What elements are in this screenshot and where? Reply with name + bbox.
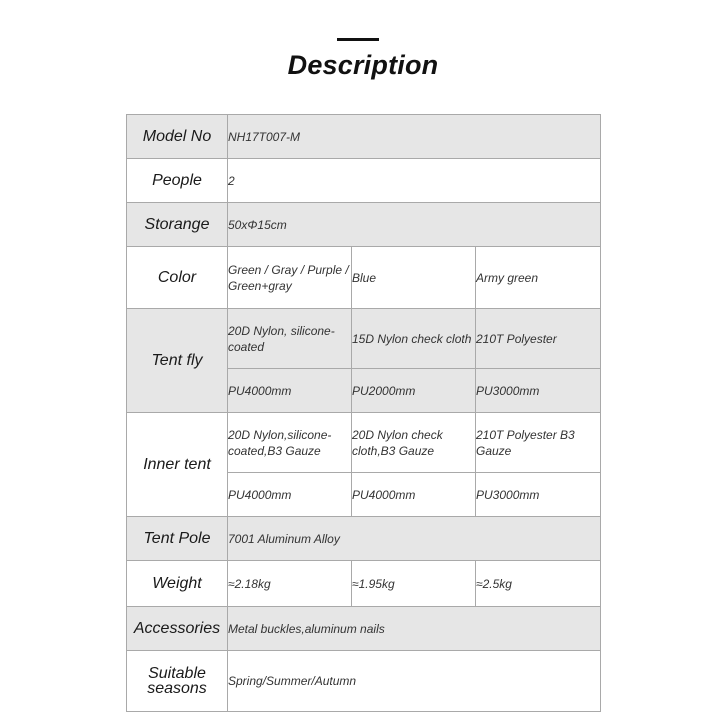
tent-fly-rating-2: PU2000mm xyxy=(352,369,476,413)
tent-fly-rating-1: PU4000mm xyxy=(228,369,352,413)
row-tent-pole xyxy=(127,517,601,561)
inner-tent-rating-2: PU4000mm xyxy=(352,473,476,517)
inner-tent-label: Inner tent xyxy=(127,413,228,517)
weight-label: Weight xyxy=(127,561,228,607)
row-storage xyxy=(127,203,601,247)
row-seasons xyxy=(127,651,601,712)
row-people xyxy=(127,159,601,203)
seasons-value: Spring/Summer/Autumn xyxy=(228,651,601,712)
page-title: Description xyxy=(287,50,439,80)
spec-table xyxy=(126,114,601,712)
people-label: People xyxy=(127,159,228,203)
storage-value: 50xΦ15cm xyxy=(228,203,601,247)
weight-value-1: ≈2.18kg xyxy=(228,561,352,607)
tent-fly-label: Tent fly xyxy=(127,309,228,413)
row-accessories xyxy=(127,607,601,651)
inner-tent-material-1: 20D Nylon,silicone-coated,B3 Gauze xyxy=(228,413,352,473)
model-no-label: Model No xyxy=(127,115,228,159)
tent-fly-material-3: 210T Polyester xyxy=(476,309,601,369)
color-value-3: Army green xyxy=(476,247,601,309)
weight-value-3: ≈2.5kg xyxy=(476,561,601,607)
row-color xyxy=(127,247,601,309)
inner-tent-rating-1: PU4000mm xyxy=(228,473,352,517)
storage-label: Storange xyxy=(127,203,228,247)
tent-fly-material-1: 20D Nylon, silicone-coated xyxy=(228,309,352,369)
tent-fly-material-2: 15D Nylon check cloth xyxy=(352,309,476,369)
title-accent-bar xyxy=(337,38,379,41)
tent-fly-rating-3: PU3000mm xyxy=(476,369,601,413)
inner-tent-material-2: 20D Nylon check cloth,B3 Gauze xyxy=(352,413,476,473)
color-value-2: Blue xyxy=(352,247,476,309)
row-model-no xyxy=(127,115,601,159)
people-value: 2 xyxy=(228,159,601,203)
accessories-value: Metal buckles,aluminum nails xyxy=(228,607,601,651)
tent-pole-value: 7001 Aluminum Alloy xyxy=(228,517,601,561)
row-tent-fly-material xyxy=(127,309,601,369)
accessories-label: Accessories xyxy=(127,607,228,651)
weight-value-2: ≈1.95kg xyxy=(352,561,476,607)
color-label: Color xyxy=(127,247,228,309)
inner-tent-rating-3: PU3000mm xyxy=(476,473,601,517)
row-inner-tent-material xyxy=(127,413,601,473)
color-value-1: Green / Gray / Purple / Green+gray xyxy=(228,247,352,309)
model-no-value: NH17T007-M xyxy=(228,115,601,159)
inner-tent-material-3: 210T Polyester B3 Gauze xyxy=(476,413,601,473)
row-weight xyxy=(127,561,601,607)
seasons-label: Suitable seasons xyxy=(127,651,228,712)
tent-pole-label: Tent Pole xyxy=(127,517,228,561)
